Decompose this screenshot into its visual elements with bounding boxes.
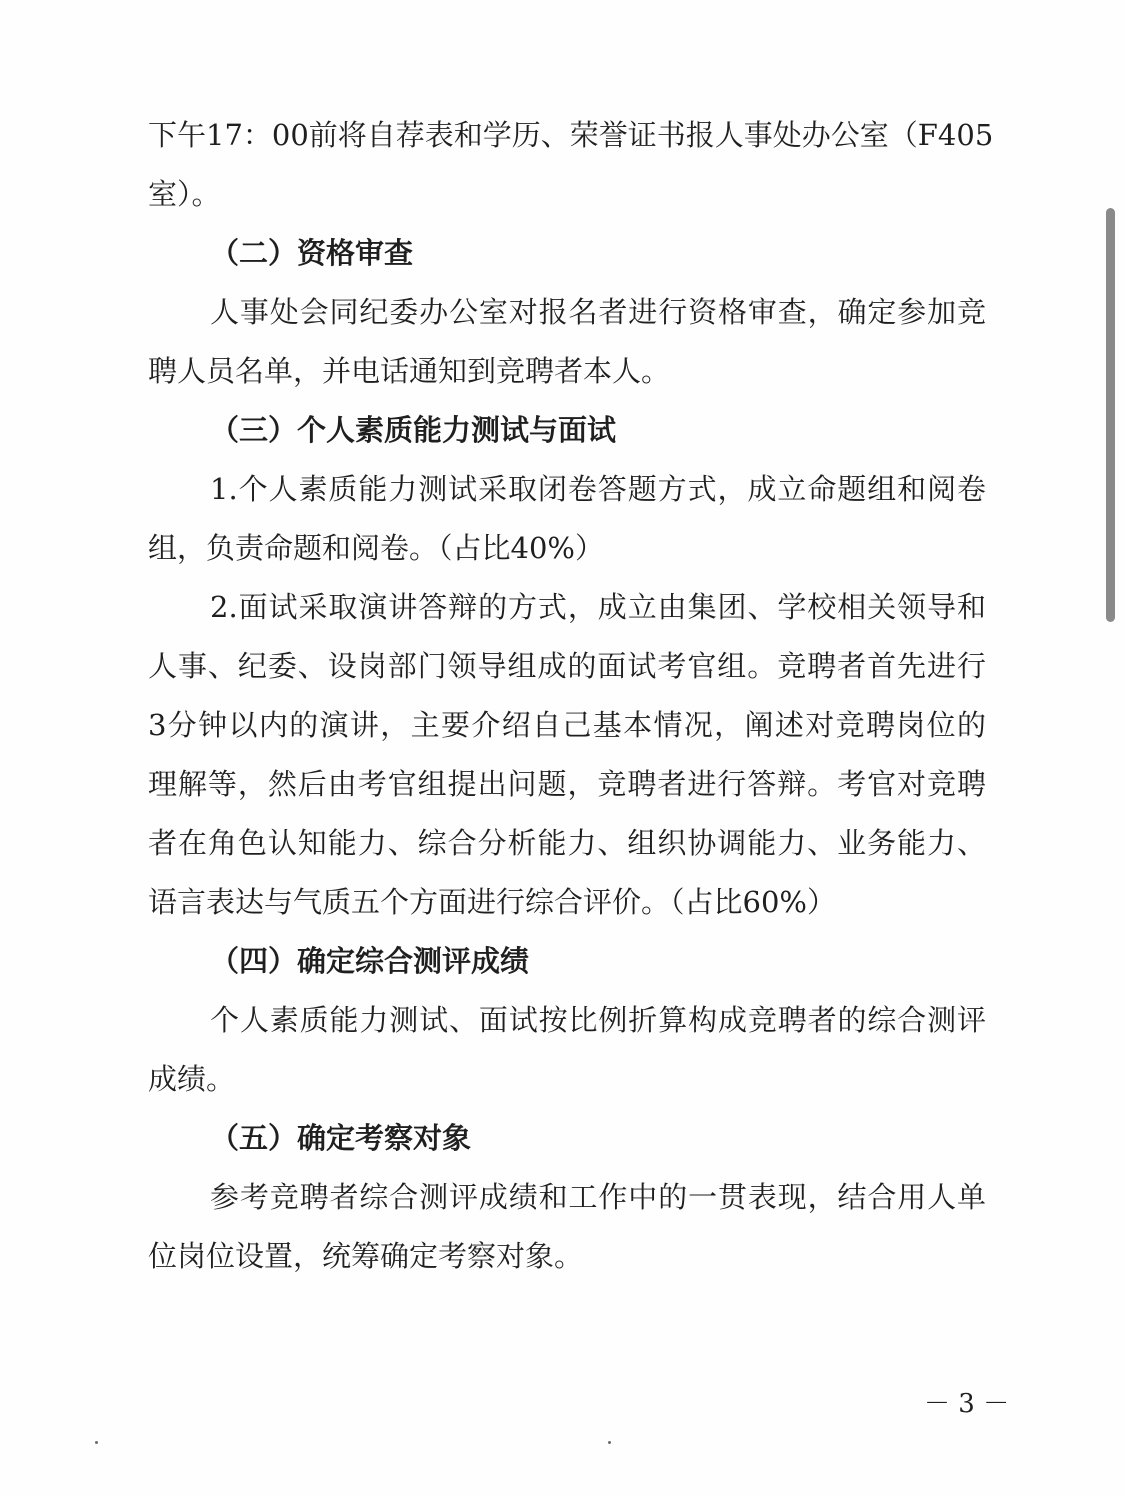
section-heading-ability-test-interview: （三）个人素质能力测试与面试 bbox=[210, 413, 617, 447]
body-text-line: 者在角色认知能力、综合分析能力、组织协调能力、业务能力、 bbox=[148, 826, 986, 860]
scan-speck bbox=[608, 1441, 611, 1444]
body-text-line: 组，负责命题和阅卷。（占比40%） bbox=[148, 531, 604, 565]
body-text-line: 聘人员名单，并电话通知到竞聘者本人。 bbox=[148, 354, 671, 388]
body-text-line: 人事处会同纪委办公室对报名者进行资格审查，确定参加竞 bbox=[210, 295, 986, 329]
body-text-line: 1.个人素质能力测试采取闭卷答题方式，成立命题组和阅卷 bbox=[210, 472, 986, 506]
body-text-line: 室）。 bbox=[148, 177, 221, 211]
section-heading-composite-score: （四）确定综合测评成绩 bbox=[210, 944, 530, 978]
scan-speck bbox=[95, 1441, 98, 1444]
section-heading-qualification-review: （二）资格审查 bbox=[210, 236, 414, 270]
body-text-line: 成绩。 bbox=[148, 1062, 236, 1096]
body-text-line: 个人素质能力测试、面试按比例折算构成竞聘者的综合测评 bbox=[210, 1003, 986, 1037]
body-text-line: 理解等，然后由考官组提出问题，竞聘者进行答辩。考官对竞聘 bbox=[148, 767, 986, 801]
body-text-line: 语言表达与气质五个方面进行综合评价。（占比60%） bbox=[148, 885, 836, 919]
body-text-line: 下午17：00前将自荐表和学历、荣誉证书报人事处办公室（F405 bbox=[148, 118, 994, 152]
body-text-line: 2.面试采取演讲答辩的方式，成立由集团、学校相关领导和 bbox=[210, 590, 986, 624]
page-number: － 3 － bbox=[924, 1389, 1010, 1419]
body-text-line: 位岗位设置，统筹确定考察对象。 bbox=[148, 1239, 584, 1273]
body-text-line: 参考竞聘者综合测评成绩和工作中的一贯表现，结合用人单 bbox=[210, 1180, 986, 1214]
section-heading-inspection-targets: （五）确定考察对象 bbox=[210, 1121, 472, 1155]
body-text-line: 3分钟以内的演讲，主要介绍自己基本情况，阐述对竞聘岗位的 bbox=[148, 708, 986, 742]
body-text-line: 人事、纪委、设岗部门领导组成的面试考官组。竞聘者首先进行 bbox=[148, 649, 986, 683]
vertical-scrollbar[interactable] bbox=[1106, 208, 1115, 622]
